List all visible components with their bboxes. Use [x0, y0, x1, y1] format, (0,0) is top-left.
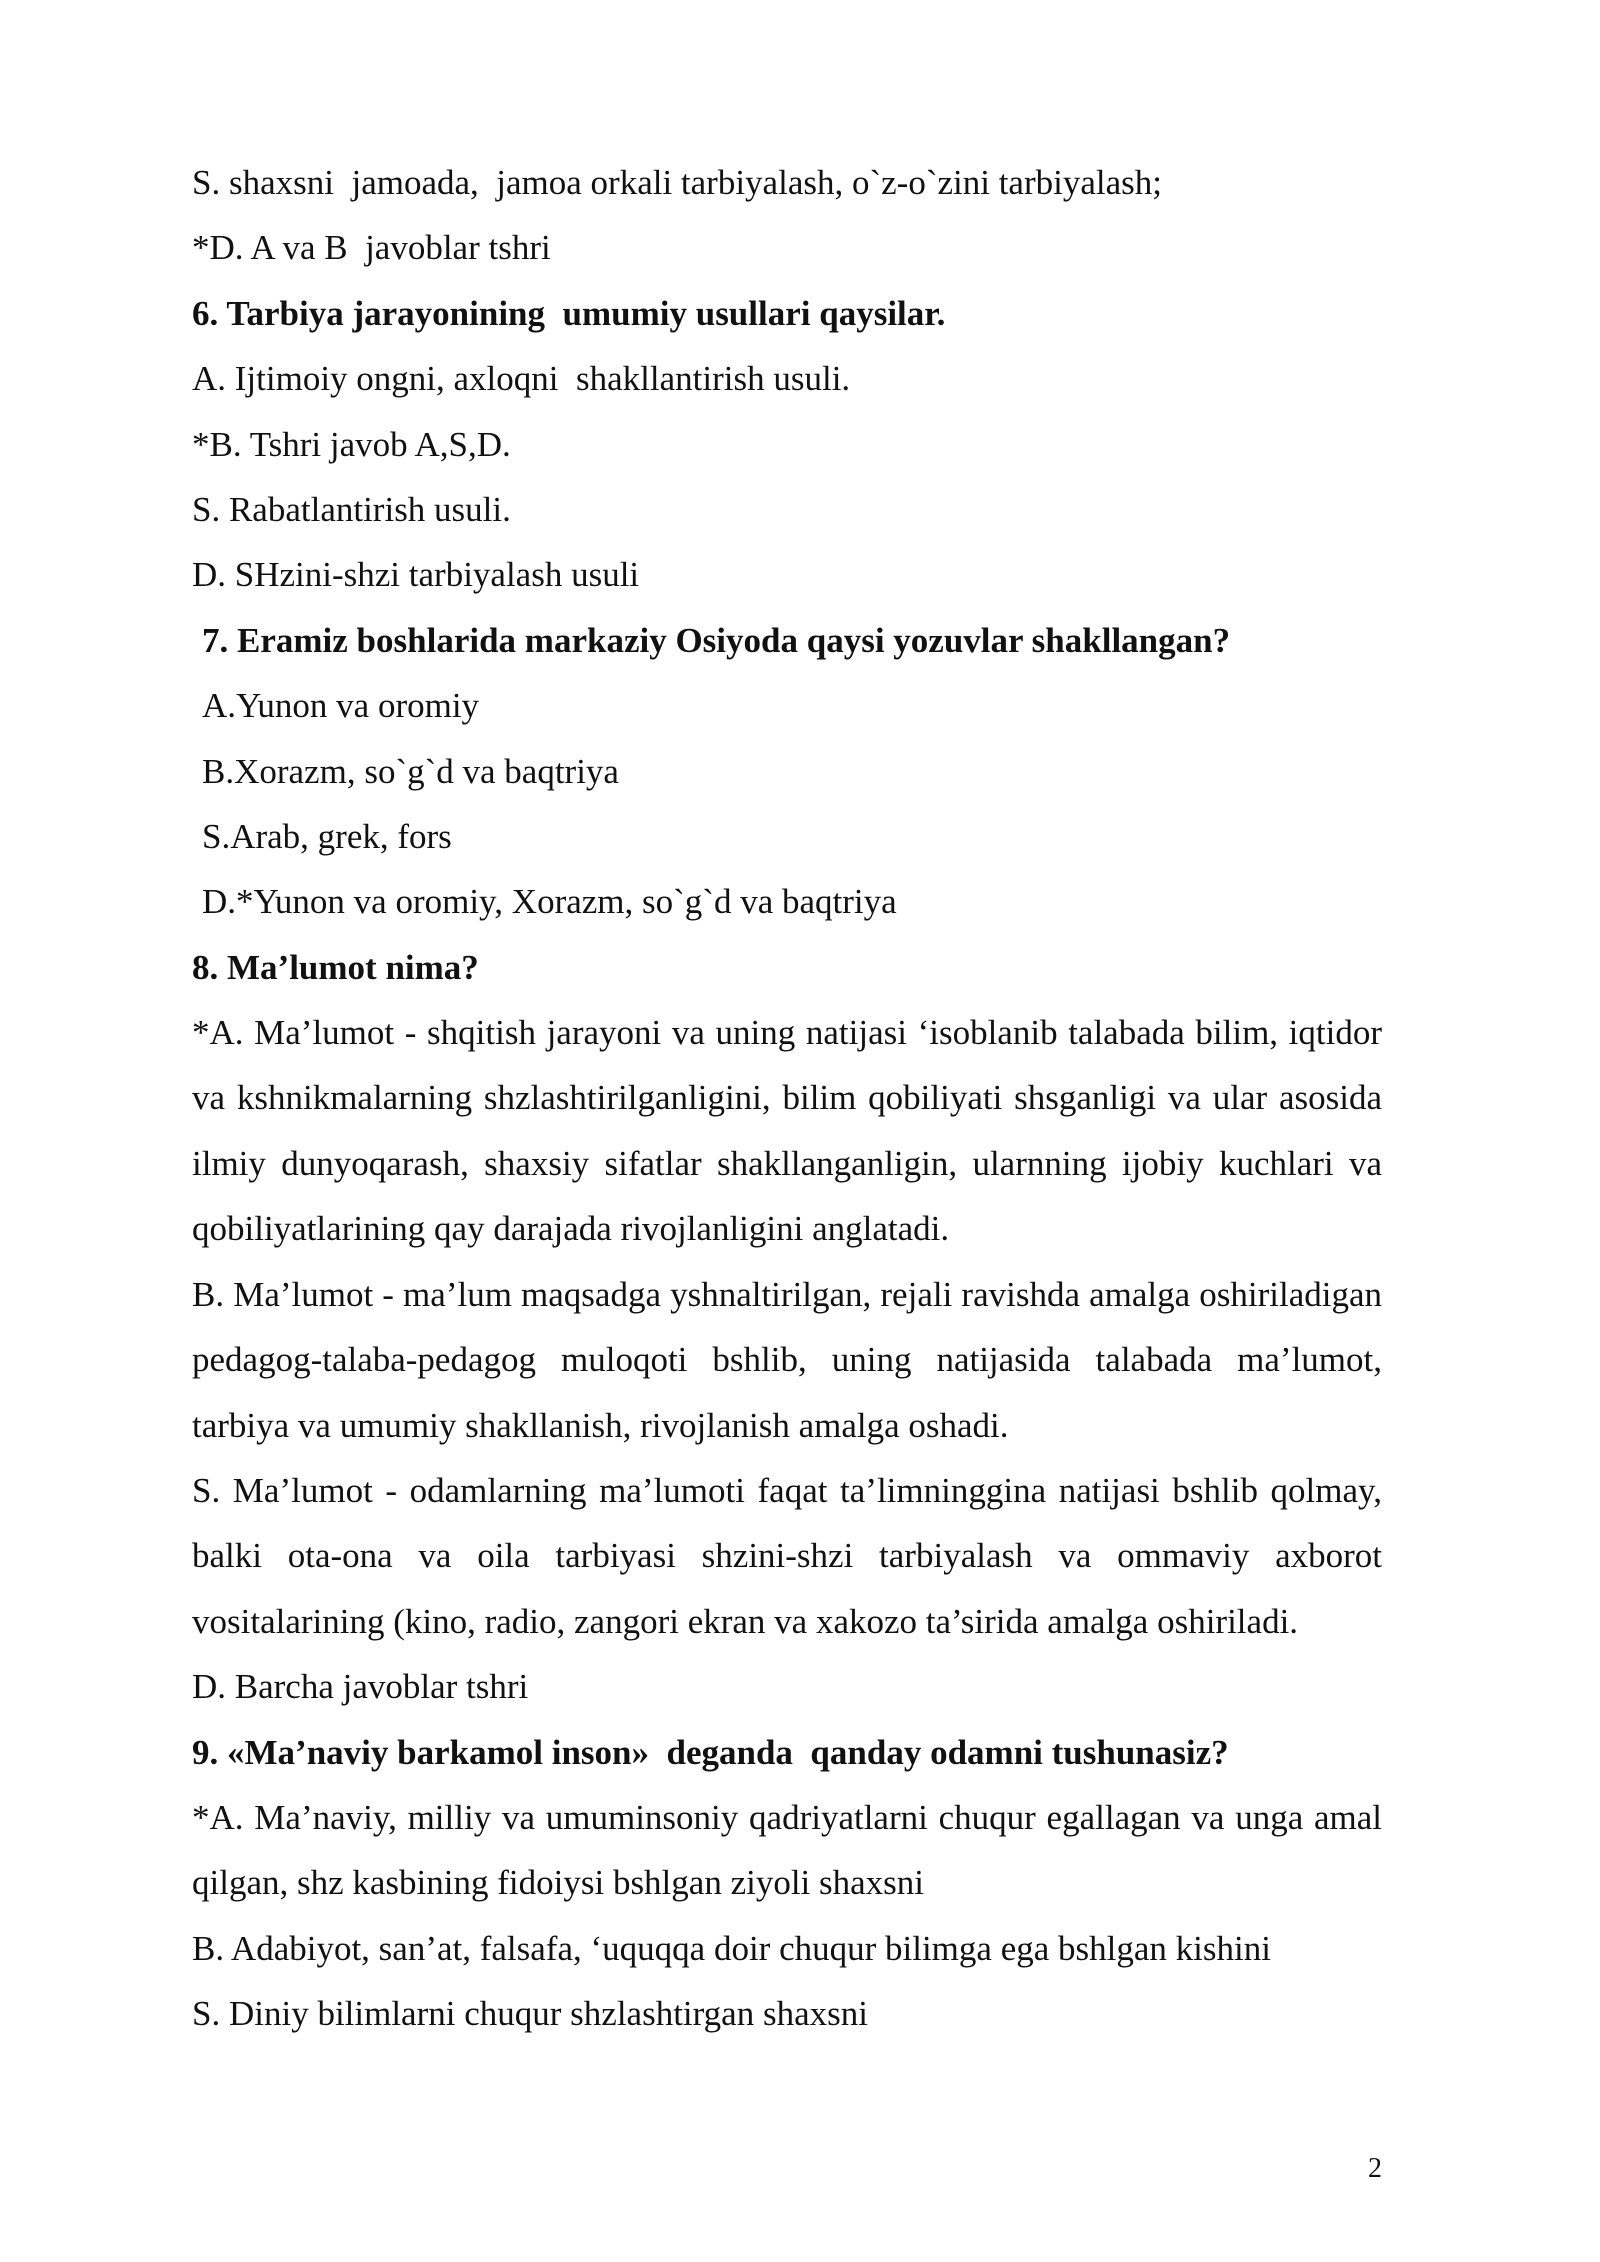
q8-option-s: S. Ma’lumot - odamlarning ma’lumoti faqat ta’limninggina natijasi bshlib qolmay, balki ota-ona va oila tarbiyasi shzini-shzi tarbiyalash va ommaviy axborot vositalarining (kino, radio, zangori ekran va xakozo ta’sirida amalga oshiriladi. — [192, 1470, 1382, 1641]
q8-option-a: *A. Ma’lumot - shqitish jarayoni va uning natijasi ‘isoblanib talabada bilim, iqtidor va kshnikmalarning shzlashtirilganligini, bilim qobiliyati shsganligi va ular asosida ilmiy dunyoqarash, shaxsiy sifatlar shakllanganligin, ularnning ijobiy kuchlari va qobiliyatlarining qay darajada rivojlanligini anglatadi. — [192, 1013, 1382, 1249]
q6-option-b: *B. Tshri javob A,S,D. — [192, 424, 511, 464]
q7-option-s: S.Arab, grek, fors — [202, 816, 452, 856]
q9-option-a: *A. Ma’naviy, milliy va umuminsoniy qadriyatlarni chuqur egallagan va unga amal qilgan, shz kasbining fidoiysi bshlgan ziyoli shaxsni — [192, 1797, 1382, 1903]
prev-option-s: S. shaxsni jamoada, jamoa orkali tarbiyalash, o`z-o`zini tarbiyalash; — [192, 163, 1162, 202]
page-number: 2 — [1368, 2153, 1382, 2184]
q8-option-d: D. Barcha javoblar tshri — [192, 1667, 529, 1707]
question-8: 8. Ma’lumot nima? — [192, 947, 479, 987]
question-6: 6. Tarbiya jarayonining umumiy usullari qaysilar. — [192, 293, 946, 333]
q7-option-d: D.*Yunon va oromiy, Xorazm, so`g`d va baqtriya — [202, 882, 897, 922]
question-9: 9. «Ma’naviy barkamol inson» deganda qanday odamni tushunasiz? — [192, 1732, 1229, 1772]
document-page — [192, 150, 1382, 2047]
question-7: 7. Eramiz boshlarida markaziy Osiyoda qaysi yozuvlar shakllangan? — [202, 620, 1231, 660]
q7-option-a: A.Yunon va oromiy — [202, 686, 480, 726]
q6-option-d: D. SHzini-shzi tarbiyalash usuli — [192, 555, 640, 595]
q9-option-s: S. Diniy bilimlarni chuqur shzlashtirgan shaxsni — [192, 1994, 868, 2034]
q6-option-a: A. Ijtimoiy ongni, axloqni shakllantirish usuli. — [192, 359, 851, 399]
q6-option-s: S. Rabatlantirish usuli. — [192, 489, 511, 529]
q8-option-b: B. Ma’lumot - ma’lum maqsadga yshnaltirilgan, rejali ravishda amalga oshiriladigan pedagog-talaba-pedagog muloqoti bshlib, uning natijasida talabada ma’lumot, tarbiya va umumiy shakllanish, rivojlanish amalga oshadi. — [192, 1274, 1382, 1445]
prev-option-d: *D. A va B javoblar tshri — [192, 228, 551, 268]
q9-option-b: B. Adabiyot, san’at, falsafa, ‘uquqqa doir chuqur bilimga ega bshlgan kishini — [192, 1928, 1271, 1968]
q7-option-b: B.Xorazm, so`g`d va baqtriya — [202, 751, 619, 791]
